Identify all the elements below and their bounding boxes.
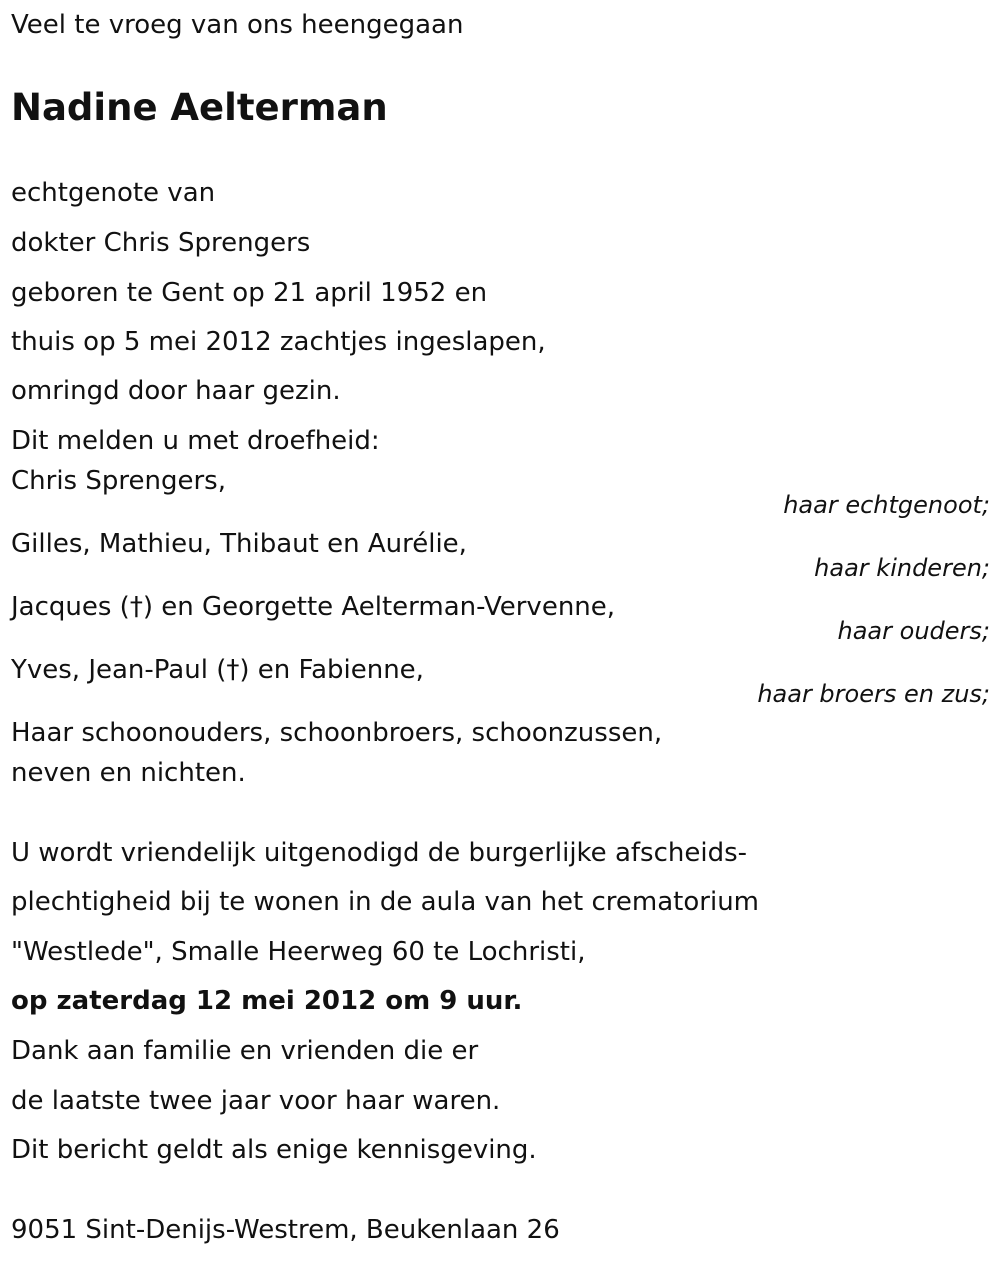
family-relation: haar echtgenoot; — [783, 491, 990, 519]
intro-text: Veel te vroeg van ons heengegaan — [11, 10, 464, 40]
thanks-line: de laatste twee jaar voor haar waren. — [11, 1086, 501, 1116]
ceremony-line: U wordt vriendelijk uitgenodigd de burgerlijke afscheids- — [11, 838, 747, 868]
family-relation: haar broers en zus; — [757, 680, 990, 708]
bio-line: thuis op 5 mei 2012 zachtjes ingeslapen, — [11, 327, 546, 357]
in-laws-line: Haar schoonouders, schoonbroers, schoonzussen, — [11, 718, 663, 748]
family-relation: haar ouders; — [837, 617, 990, 645]
ceremony-line: "Westlede", Smalle Heerweg 60 te Lochristi, — [11, 937, 586, 967]
ceremony-date: op zaterdag 12 mei 2012 om 9 uur. — [11, 986, 523, 1016]
family-names: Jacques (†) en Georgette Aelterman-Vervenne, — [11, 592, 616, 622]
address: 9051 Sint-Denijs-Westrem, Beukenlaan 26 — [11, 1215, 560, 1245]
family-names: Yves, Jean-Paul (†) en Fabienne, — [11, 655, 424, 685]
thanks-line: Dank aan familie en vrienden die er — [11, 1036, 479, 1066]
in-laws-line: neven en nichten. — [11, 758, 246, 788]
family-names: Gilles, Mathieu, Thibaut en Aurélie, — [11, 529, 467, 559]
family-relation: haar kinderen; — [814, 554, 990, 582]
bio-line: omringd door haar gezin. — [11, 376, 341, 406]
announce-line: Dit melden u met droefheid: — [11, 426, 380, 456]
bio-line: geboren te Gent op 21 april 1952 en — [11, 278, 488, 308]
ceremony-line: plechtigheid bij te wonen in de aula van het crematorium — [11, 887, 759, 917]
family-names: Chris Sprengers, — [11, 466, 226, 496]
bio-line: dokter Chris Sprengers — [11, 228, 311, 258]
thanks-line: Dit bericht geldt als enige kennisgeving. — [11, 1135, 537, 1165]
bio-line: echtgenote van — [11, 178, 216, 208]
deceased-name: Nadine Aelterman — [11, 86, 388, 129]
